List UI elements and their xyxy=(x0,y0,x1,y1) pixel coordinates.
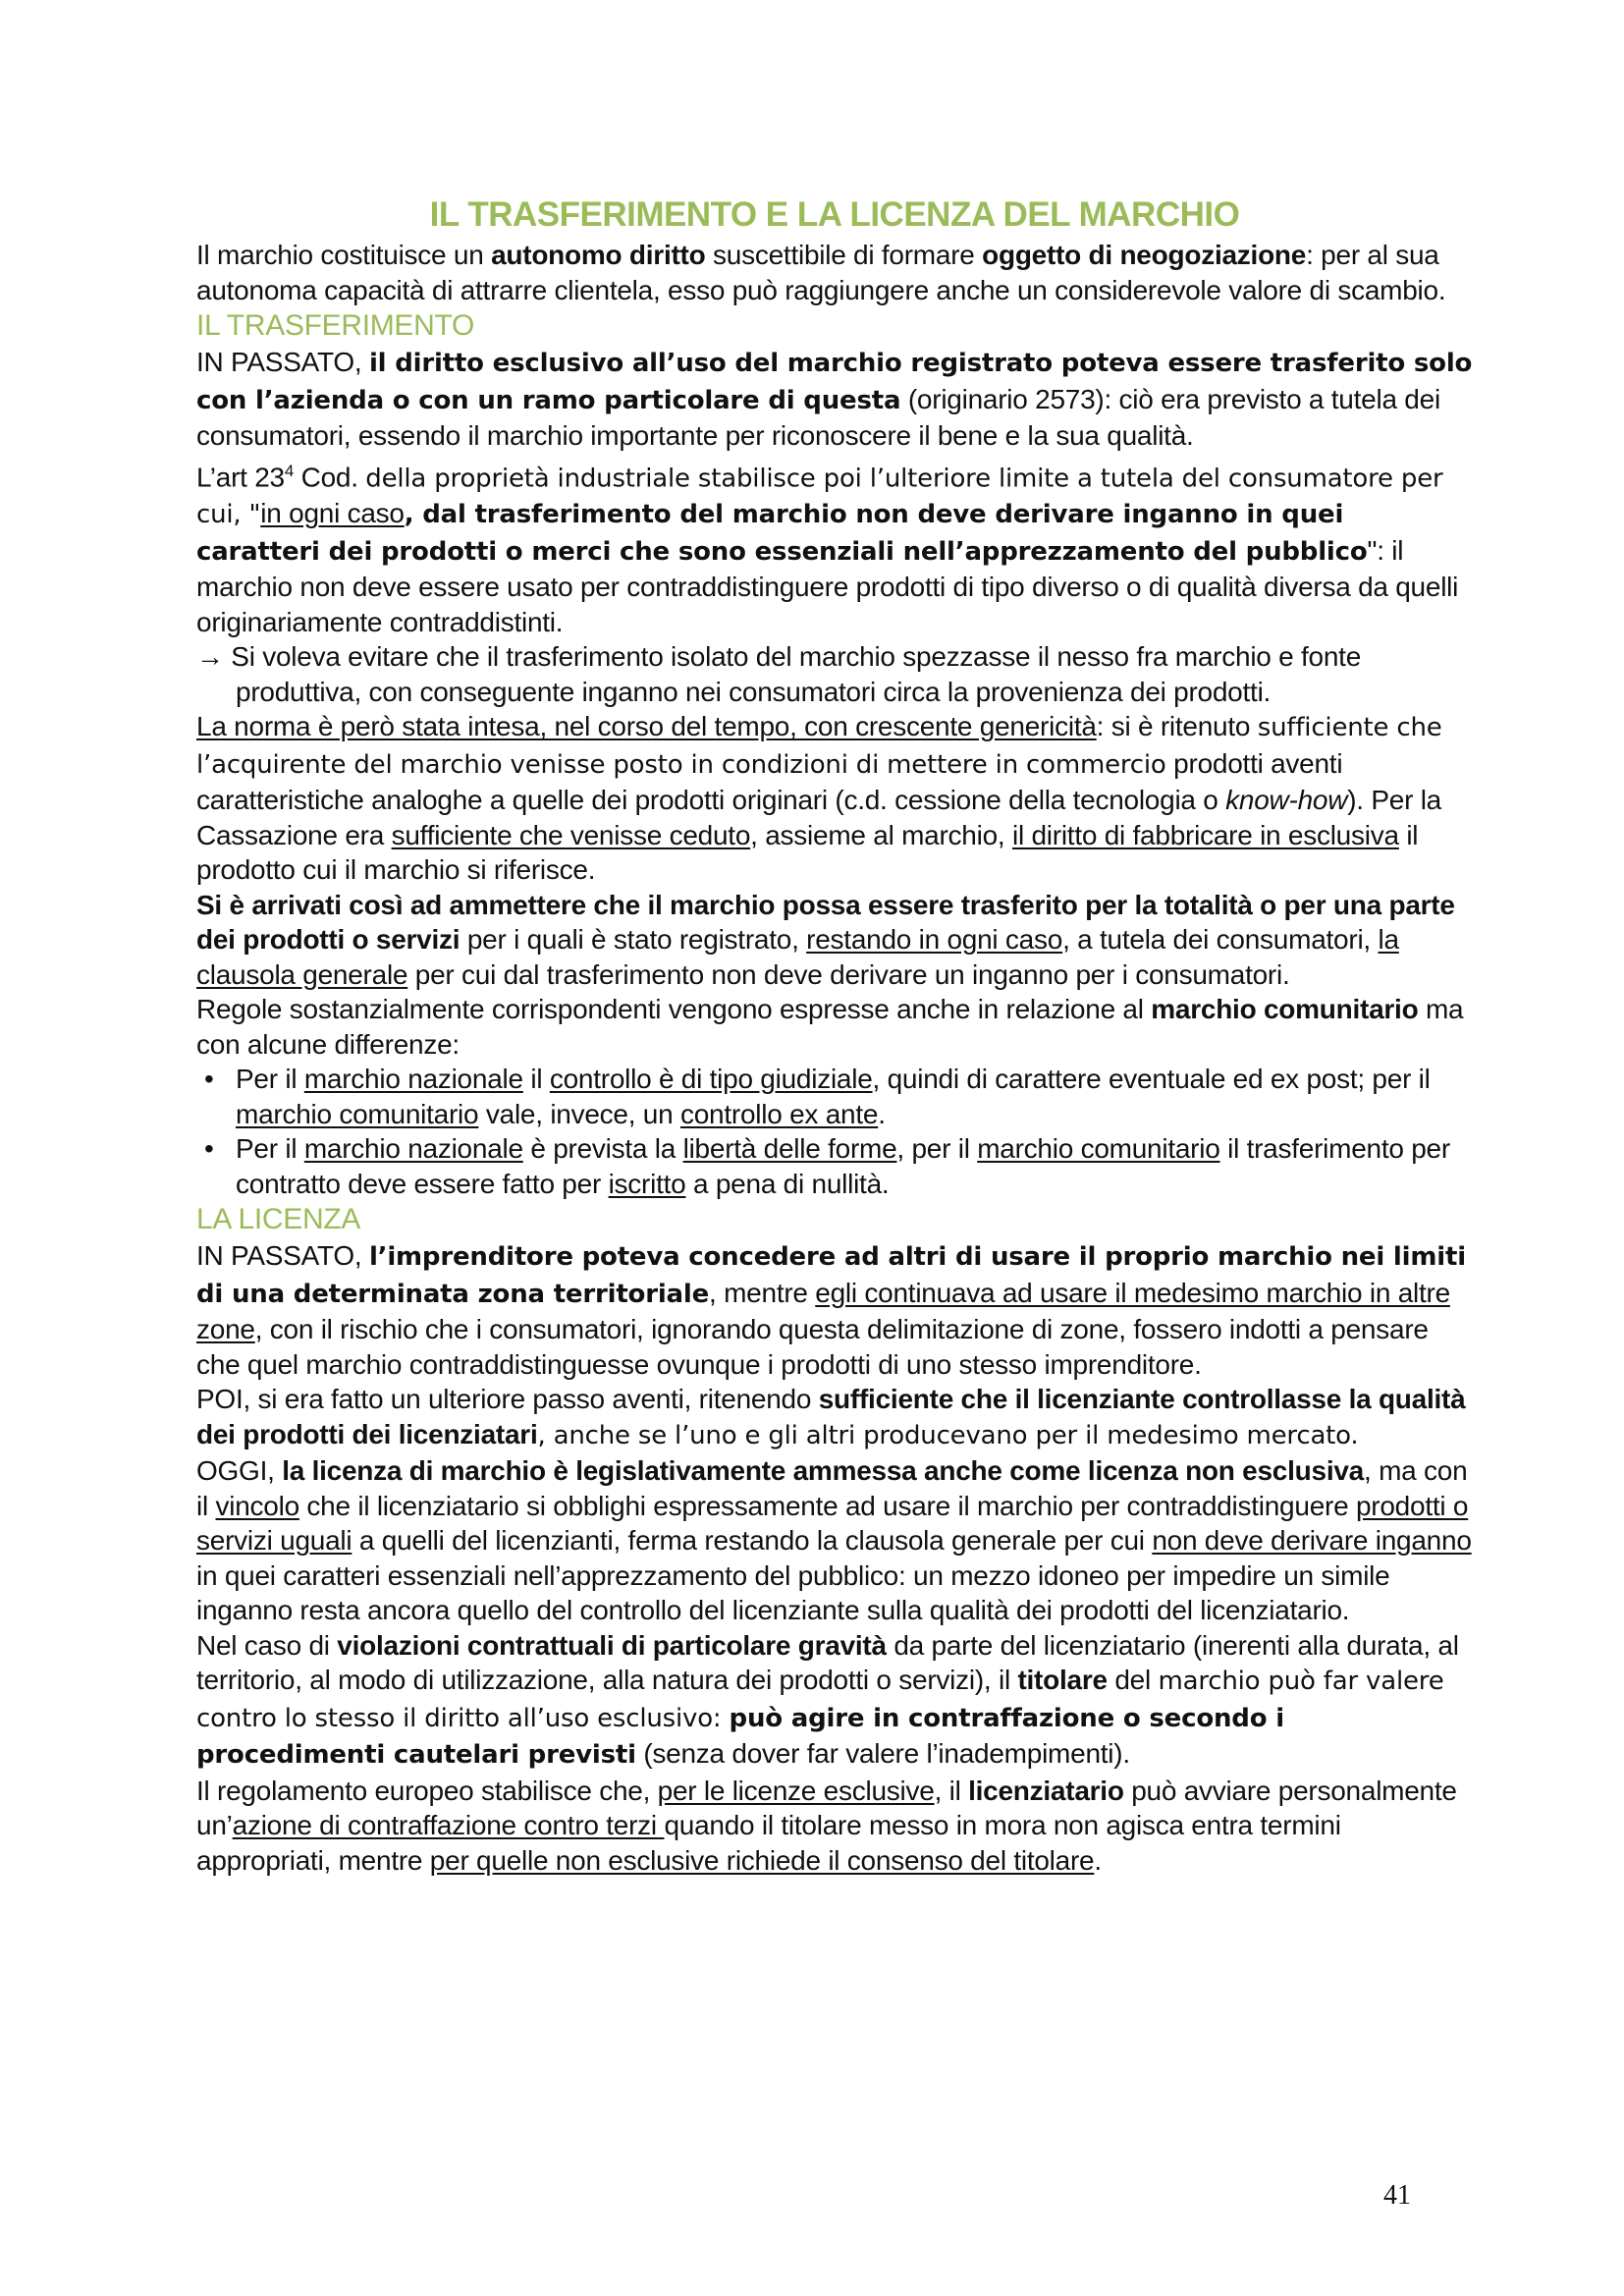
text: , assieme al marchio, xyxy=(750,819,1012,850)
text: , con il rischio che i consumatori, ignorando questa delimitazione di zone, fossero indotti a pensare che quel marchio contraddistinguesse ovunque i prodotti di uno stesso imprenditore. xyxy=(196,1314,1429,1380)
bullet-icon: • xyxy=(204,1064,214,1095)
text: a pena di nullità. xyxy=(685,1168,890,1199)
underlined-text: iscritto xyxy=(608,1168,686,1199)
text: POI, si era fatto un ulteriore passo aventi, ritenendo xyxy=(196,1384,819,1415)
text: del xyxy=(1107,1665,1159,1696)
text: della proprietà industriale stabilisce poi l’ulteriore limite a tutela del consumatore per cui, " xyxy=(196,463,1443,530)
text: , mentre xyxy=(709,1277,816,1308)
underlined-text: egli continuava ad usare il medesimo marchio in altre zone xyxy=(196,1277,1450,1345)
underlined-text: controllo è di tipo giudiziale xyxy=(549,1064,873,1095)
text: marchio può far valere contro lo stesso il diritto all’uso esclusivo: xyxy=(196,1667,1444,1733)
text: ma con alcune differenze: xyxy=(196,994,1464,1060)
bold-text: l’imprenditore poteva concedere ad altri di usare il proprio marchio nei limiti di una determinata zona territoriale xyxy=(196,1242,1466,1309)
bold-text: può agire in contraffazione o secondo i procedimenti cautelari previsti xyxy=(196,1703,1284,1771)
underlined-text: marchio comunitario xyxy=(236,1098,479,1129)
underlined-text: restando in ogni caso xyxy=(806,924,1063,956)
text: Per il xyxy=(236,1133,304,1165)
underlined-text: per quelle non esclusive richiede il consenso del titolare xyxy=(429,1844,1095,1876)
underlined-text: marchio nazionale xyxy=(303,1133,523,1165)
intro-bold: autonomo diritto xyxy=(491,240,706,270)
list-item xyxy=(196,1131,1473,1201)
underlined-text: la clausola generale xyxy=(196,924,1399,990)
text: OGGI, xyxy=(196,1455,283,1487)
text: , ma con il xyxy=(196,1455,1468,1521)
list-item xyxy=(196,1062,1473,1131)
trasferimento-paragraph-5 xyxy=(196,888,1473,993)
intro-text: suscettibile di formare xyxy=(705,240,983,270)
bold-text: Si è arrivati così ad ammettere che il marchio possa essere trasferito per la totalità o per una parte dei prodotti o servizi xyxy=(196,889,1455,956)
text: ). Per la Cassazione era xyxy=(196,785,1441,850)
underlined-text: per le licenze esclusive xyxy=(657,1775,935,1806)
text: Nel caso di xyxy=(196,1629,338,1661)
trasferimento-paragraph-4 xyxy=(196,709,1473,888)
bold-text: titolare xyxy=(1017,1665,1108,1696)
text: (originario 2573): ciò era previsto a tutela dei consumatori, essendo il marchio importante per riconoscere il bene e la sua qualità. xyxy=(196,383,1440,451)
trasferimento-paragraph-1 xyxy=(196,345,1473,454)
text: Regole sostanzialmente corrispondenti vengono espresse anche in relazione al xyxy=(196,994,1152,1025)
underlined-text: La norma è però stata intesa, nel corso del tempo, con crescente genericità xyxy=(196,711,1097,742)
text: quando il titolare messo in mora non agisca entra termini appropriati, mentre xyxy=(196,1810,1341,1876)
text: che il licenziatario si obblighi espressamente ad usare il marchio per contraddistinguere xyxy=(298,1490,1356,1521)
text: in quei caratteri essenziali nell’apprezzamento del pubblico: un mezzo idoneo per impedire un simile inganno resta ancora quello del controllo del licenziante sulla qualità dei prodotti del licenziatario. xyxy=(196,1559,1390,1626)
underlined-text: vincolo xyxy=(215,1490,299,1521)
text: il trasferimento per contratto deve essere fatto per xyxy=(236,1133,1450,1199)
differences-list xyxy=(196,1062,1473,1201)
text: sufficiente che l’acquirente del marchio venisse posto in condizioni di mettere in commercio xyxy=(196,713,1442,780)
text: IN PASSATO, xyxy=(196,1240,369,1272)
bold-text: , dal trasferimento del marchio non deve derivare inganno in quei caratteri dei prodotti o merci che sono essenziali nell’apprezzamento del pubblico xyxy=(196,500,1368,567)
bullet-icon: • xyxy=(204,1133,214,1165)
licenza-paragraph-5 xyxy=(196,1774,1473,1879)
text: , a tutela dei consumatori, xyxy=(1062,924,1379,956)
text: Si voleva evitare che il trasferimento isolato del marchio spezzasse il nesso fra marchio e fonte produttiva, con conseguente inganno nei consumatori circa la provenienza dei prodotti. xyxy=(231,641,1362,707)
bold-text: licenziatario xyxy=(968,1775,1124,1806)
underlined-text: marchio nazionale xyxy=(303,1064,523,1095)
underlined-text: non deve derivare inganno xyxy=(1152,1525,1472,1557)
section-heading-licenza: LA LICENZA xyxy=(196,1203,361,1236)
text: . xyxy=(878,1098,886,1129)
arrow-icon: → xyxy=(196,641,224,673)
underlined-text: sufficiente che venisse ceduto xyxy=(391,819,751,850)
licenza-paragraph-4 xyxy=(196,1628,1473,1774)
text: Per il xyxy=(236,1064,304,1095)
text: , anche se l’uno e gli altri producevano per il medesimo mercato. xyxy=(537,1420,1359,1450)
page-number: 41 xyxy=(1383,2180,1411,2211)
italic-text: know-how xyxy=(1225,785,1348,816)
intro-paragraph xyxy=(196,238,1473,307)
underlined-text: marchio comunitario xyxy=(977,1133,1220,1165)
text: Cod. xyxy=(294,461,366,492)
intro-text: Il marchio costituisce un xyxy=(196,240,492,270)
text: per i quali è stato registrato, xyxy=(460,924,807,956)
bold-text: violazioni contrattuali di particolare gravità xyxy=(337,1629,887,1661)
page-body xyxy=(196,192,1473,1878)
trasferimento-paragraph-2 xyxy=(196,454,1473,640)
text: IN PASSATO, xyxy=(196,347,369,377)
text: : si è ritenuto xyxy=(1096,711,1258,742)
superscript: 4 xyxy=(284,461,295,480)
bold-text: marchio comunitario xyxy=(1151,994,1419,1025)
licenza-paragraph-1 xyxy=(196,1238,1473,1382)
underlined-text: in ogni caso xyxy=(260,498,405,529)
underlined-text: prodotti o servizi uguali xyxy=(196,1490,1469,1557)
page-title: IL TRASFERIMENTO E LA LICENZA DEL MARCHIO xyxy=(429,195,1240,234)
text: , quindi di carattere eventuale ed ex post; per il xyxy=(872,1064,1431,1095)
bold-text: la licenza di marchio è legislativamente ammessa anche come licenza non esclusiva xyxy=(282,1455,1365,1487)
intro-bold: oggetto di neogoziazione xyxy=(982,240,1307,270)
intro-text: : per al sua autonoma capacità di attrarre clientela, esso può raggiungere anche un considerevole valore di scambio. xyxy=(196,240,1446,305)
text: da parte del licenziatario (inerenti alla durata, al territorio, al modo di utilizzazione, alla natura dei prodotti o servizi), il xyxy=(196,1629,1459,1696)
text: può avviare personalmente un’ xyxy=(196,1775,1457,1841)
text: vale, invece, un xyxy=(478,1098,680,1129)
text: , per il xyxy=(896,1133,978,1165)
licenza-paragraph-3 xyxy=(196,1453,1473,1628)
trasferimento-arrow-note xyxy=(196,639,1473,709)
underlined-text: il diritto di fabbricare in esclusiva xyxy=(1011,819,1399,850)
text: L’art 23 xyxy=(196,461,285,492)
section-heading-trasferimento: IL TRASFERIMENTO xyxy=(196,309,475,342)
text: è prevista la xyxy=(522,1133,683,1165)
text: prodotti aventi caratteristiche analoghe a quelle dei prodotti originari (c.d. cessione della tecnologia o xyxy=(196,747,1343,816)
text: ": il marchio non deve essere usato per contraddistinguere prodotti di tipo diverso o di qualità diversa da quelli originariamente contraddistinti. xyxy=(196,534,1459,637)
trasferimento-paragraph-6 xyxy=(196,992,1473,1062)
text: Il regolamento europeo stabilisce che, xyxy=(196,1775,658,1806)
text: (senza dover far valere l’inadempimenti). xyxy=(635,1738,1130,1770)
text: , il xyxy=(934,1775,969,1806)
text: per cui dal trasferimento non deve derivare un inganno per i consumatori. xyxy=(407,958,1290,990)
text: il xyxy=(522,1064,550,1095)
text: . xyxy=(1094,1844,1102,1876)
bold-text: il diritto esclusivo all’uso del marchio registrato poteva essere trasferito solo con l’azienda o con un ramo particolare di questa xyxy=(196,349,1473,415)
underlined-text: controllo ex ante xyxy=(679,1098,879,1129)
underlined-text: libertà delle forme xyxy=(682,1133,897,1165)
bold-text: sufficiente che il licenziante controllasse la qualità dei prodotti dei licenziatari xyxy=(196,1384,1466,1449)
licenza-paragraph-2 xyxy=(196,1382,1473,1453)
text: il prodotto cui il marchio si riferisce. xyxy=(196,819,1419,886)
underlined-text: azione di contraffazione contro terzi xyxy=(232,1810,665,1841)
text: a quelli del licenzianti, ferma restando la clausola generale per cui xyxy=(352,1525,1153,1557)
